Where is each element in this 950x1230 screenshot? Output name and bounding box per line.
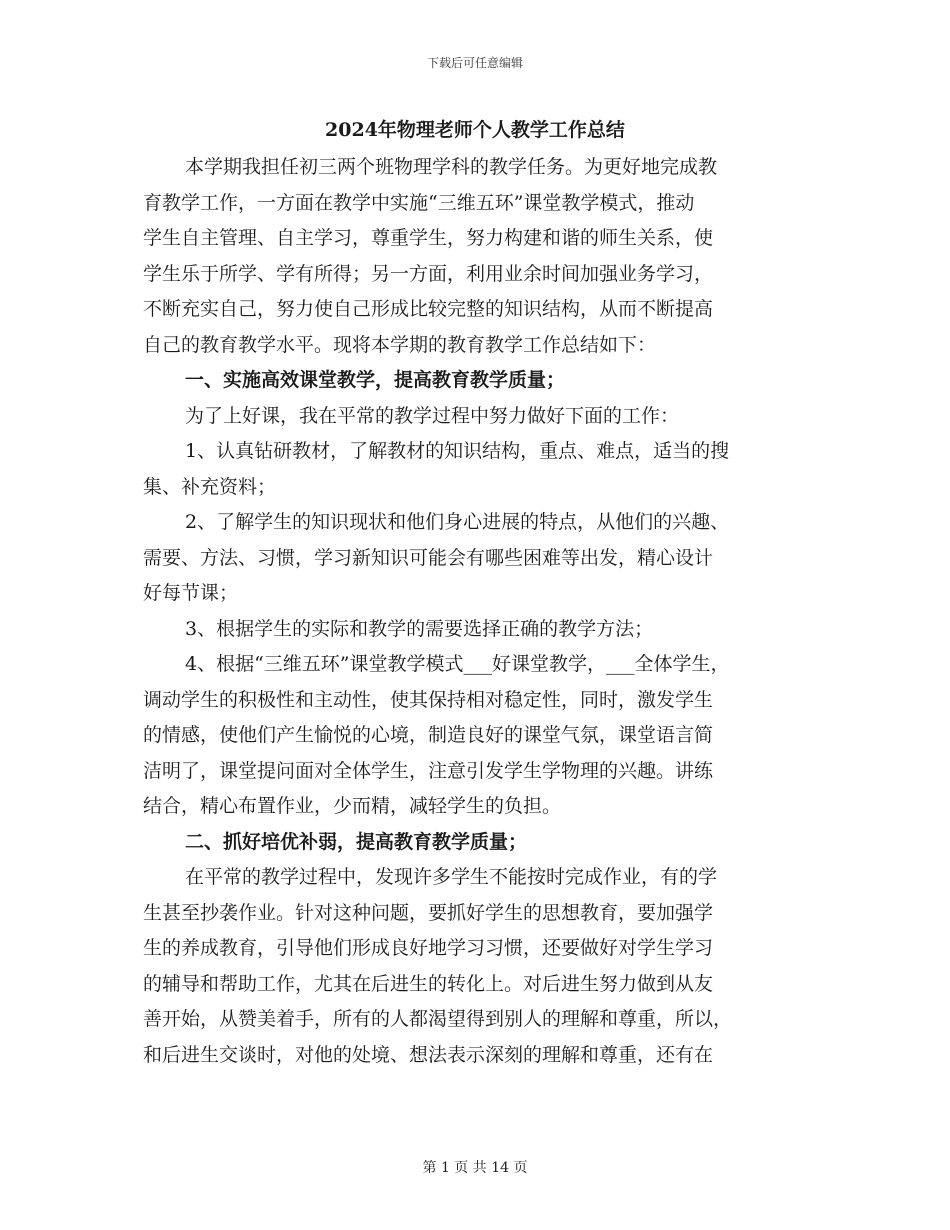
paragraph-line: 本学期我担任初三两个班物理学科的教学任务。为更好地完成教 (185, 156, 718, 178)
header-note: 下载后可任意编辑 (426, 56, 523, 70)
document-title: 2024年物理老师个人教学工作总结 (325, 119, 625, 141)
paragraph-line: 育教学工作，一方面在教学中实施“三维五环”课堂教学模式，推动 (143, 191, 695, 214)
paragraph-line: 生的养成教育，引导他们形成良好地学习习惯，还要做好对学生学习 (143, 937, 714, 959)
paragraph-line: 生甚至抄袭作业。针对这种问题，要抓好学生的思想教育，要加强学 (143, 901, 714, 924)
section-heading-line: 一、实施高效课堂教学，提高教育教学质量； (185, 369, 566, 391)
paragraph-line: 集、补充资料； (143, 475, 277, 498)
paragraph-line: 自己的教育教学水平。现将本学期的教育教学工作总结如下： (143, 333, 657, 356)
document-body (143, 150, 823, 1073)
paragraph-line: 在平常的教学过程中，发现许多学生不能按时完成作业，有的学 (185, 866, 718, 888)
paragraph-line: 学生乐于所学、学有所得；另一方面，利用业余时间加强业务学习， (143, 262, 714, 285)
paragraph-line: 2、了解学生的知识现状和他们身心进展的特点，从他们的兴趣、 (185, 511, 730, 533)
paragraph-line: 洁明了，课堂提问面对全体学生，注意引发学生学物理的兴趣。讲练 (143, 759, 714, 782)
paragraph-line: 善开始，从赞美着手，所有的人都渴望得到别人的理解和尊重，所以， (143, 1008, 733, 1030)
paragraph-line: 的情感，使他们产生愉悦的心境，制造良好的课堂气氛，课堂语言简 (143, 724, 714, 746)
paragraph-line: 4、根据“三维五环”课堂教学模式___好课堂教学，___全体学生， (185, 653, 730, 675)
paragraph-line: 为了上好课，我在平常的教学过程中努力做好下面的工作： (185, 404, 680, 427)
paragraph-line: 需要、方法、习惯，学习新知识可能会有哪些困难等出发，精心设计 (143, 546, 714, 569)
paragraph-line: 调动学生的积极性和主动性，使其保持相对稳定性，同时，激发学生 (143, 688, 714, 711)
paragraph-line: 学生自主管理、自主学习，尊重学生，努力构建和谐的师生关系，使 (143, 227, 714, 249)
paragraph-line: 3、根据学生的实际和教学的需要选择正确的教学方法； (185, 617, 654, 640)
section-heading-line: 二、抓好培优补弱，提高教育教学质量； (185, 830, 528, 853)
paragraph-line: 好每节课； (143, 582, 239, 604)
paragraph-line: 不断充实自己，努力使自己形成比较完整的知识结构，从而不断提高 (143, 298, 714, 320)
paragraph-line: 1、认真钻研教材，了解教材的知识结构，重点、难点，适当的搜 (185, 440, 730, 462)
paragraph-line: 结合，精心布置作业，少而精，减轻学生的负担。 (143, 795, 562, 817)
paragraph-line: 的辅导和帮助工作，尤其在后进生的转化上。对后进生努力做到从友 (143, 972, 714, 995)
paragraph-line: 和后进生交谈时，对他的处境、想法表示深刻的理解和尊重，还有在 (143, 1043, 714, 1066)
page-footer: 第 1 页 共 14 页 (422, 1160, 528, 1176)
